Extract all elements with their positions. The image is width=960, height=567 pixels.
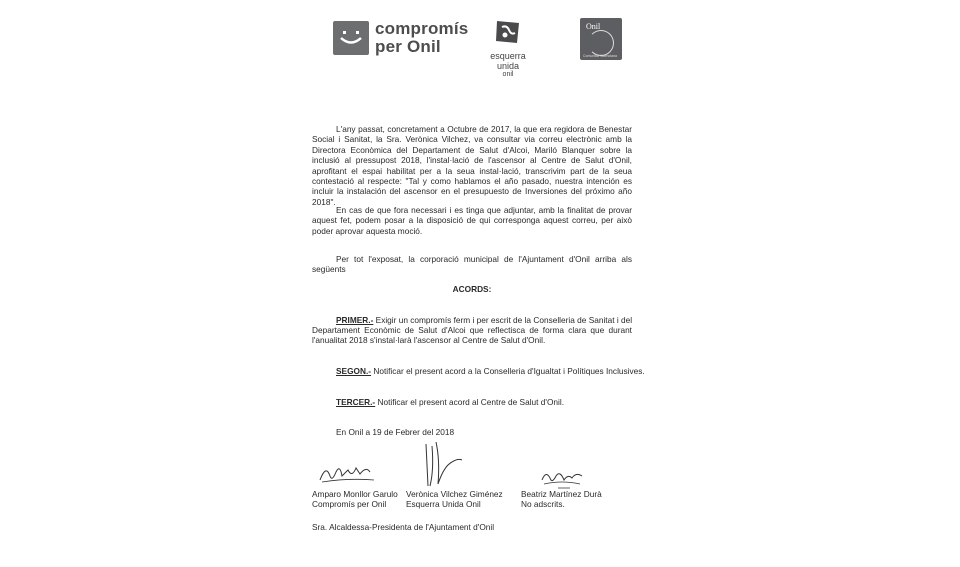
tercer-line xyxy=(336,397,564,407)
paragraph-3: Per tot l'exposat, la corporació municipal de l'Ajuntament d'Onil arriba als següents xyxy=(312,254,632,275)
tercer-label: TERCER.- xyxy=(336,397,376,407)
esquerra-unida-logo xyxy=(478,19,538,79)
primer-label: PRIMER.- xyxy=(336,315,374,325)
tercer-text: Notificar el present acord al Centre de Salut d'Onil. xyxy=(377,397,565,407)
eu-town: onil xyxy=(502,71,514,78)
recipient-line: Sra. Alcaldessa-Presidenta de l'Ajuntament d'Onil xyxy=(312,522,495,532)
compromis-line2: per Onil xyxy=(375,37,441,56)
signatory-1-name: Amparo Monllor Garulo xyxy=(312,489,398,499)
signatory-2-group: Esquerra Unida Onil xyxy=(406,499,481,509)
segon-line xyxy=(336,366,645,376)
paragraph-2: En cas de que fora necessari i es tinga que adjuntar, amb la finalitat de provar aquest fet, podem posar a la disposició de qui corresponga aquest correu, per això poder aprovar aquesta moció. xyxy=(312,205,632,236)
eu-symbol-icon xyxy=(493,19,523,45)
onil-logo-subtitle: Comunitat Valenciana xyxy=(583,54,617,58)
primer-rest: Departament Econòmic de Salut d'Alcoi que reflectisca de forma clara que durant l'anualitat 2018 s'instal·larà l'ascensor al Centre de Salut d'Onil. xyxy=(312,325,632,346)
paragraph-1: L'any passat, concretament a Octubre de 2017, la que era regidora de Benestar Social i Sanitat, la Sra. Verònica Vilchez, va consultar via correu electrònic amb la Directora Econòmica del Departament de Salut d'Alcoi, Mariló Blanquer sobre la inclusió al pressupost 2018, l'instal·lació de l'ascensor al Centre de Salut d'Onil, aprofitant el espai habilitat per a la seua instal·lació, transcrivim part de la seua contestació al respecte: "Tal y como hablamos el año pasado, nuestra intención es incluir la instalación del ascensor en el presupuesto de Inversiones del próximo año 2018". xyxy=(312,124,632,207)
signatory-2-name: Verònica Vilchez Giménez xyxy=(406,489,503,499)
signature-monllor xyxy=(318,458,378,486)
date-line: En Onil a 19 de Febrer del 2018 xyxy=(336,427,455,437)
signatory-3-group: No adscrits. xyxy=(521,499,565,509)
primer-first: Exigir un compromís ferm i per escrit de la Conselleria de Sanitat i del xyxy=(375,315,633,325)
primer-line xyxy=(336,315,632,325)
onil-ring-icon xyxy=(588,30,614,56)
signatory-1-group: Compromís per Onil xyxy=(312,499,387,509)
eu-name: esquerra unida xyxy=(490,51,526,71)
acords-heading: ACORDS: xyxy=(452,284,492,294)
segon-text: Notificar el present acord a la Conselleria d'Igualtat i Polítiques Inclusives. xyxy=(373,366,645,376)
compromis-logo xyxy=(333,20,468,56)
onil-logo-name: Onil xyxy=(586,22,601,31)
signatory-3-name: Beatriz Martínez Durà xyxy=(521,489,602,499)
compromis-smile-icon xyxy=(333,21,369,55)
compromis-line1: compromís xyxy=(375,19,469,38)
onil-logo xyxy=(580,18,622,60)
signature-vilchez xyxy=(418,440,466,490)
segon-label: SEGON.- xyxy=(336,366,372,376)
